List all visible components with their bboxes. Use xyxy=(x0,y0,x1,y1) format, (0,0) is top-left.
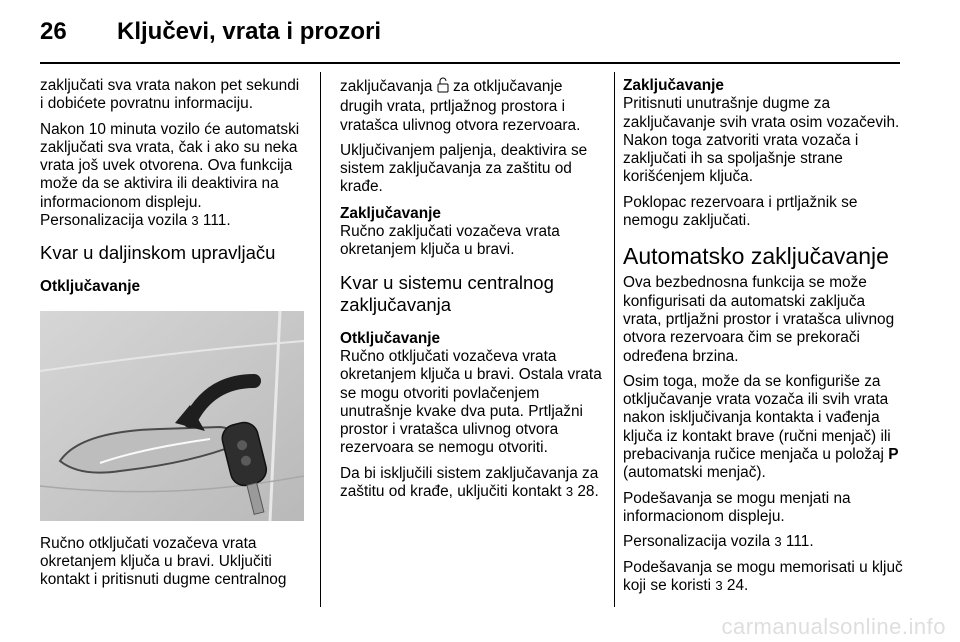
page-ref-icon: 3 xyxy=(774,534,782,550)
column-divider-2 xyxy=(614,72,615,607)
page-title: Ključevi, vrata i prozori xyxy=(117,18,382,45)
paragraph: Da bi isključili sistem zaključavanja za zaštitu od krađe, uključiti kontakt 3 28. xyxy=(340,464,599,501)
column-divider-1 xyxy=(320,72,321,607)
paragraph: Poklopac rezervoara i prtljažnik se nemogu zaključati. xyxy=(623,193,858,230)
paragraph: Ručno zaključati vozačeva vrata okretanjem ključa u bravi. xyxy=(340,223,560,259)
section-heading-auto-lock: Automatsko zaključavanje xyxy=(623,243,889,270)
door-handle-key-illustration xyxy=(40,311,304,521)
paragraph: Ova bezbednosna funkcija se može konfigurisati da automatski zaključa vrata, prtljažni prostor i vratašca ulivnog otvora rezervoara čim se prekorači određena brzina. xyxy=(623,274,895,365)
subheading-unlocking: Otključavanje xyxy=(340,329,441,347)
paragraph: Pritisnuti unutrašnje dugme za zaključavanje svih vrata osim vozačevih. Nakon toga zatvoriti vrata vozača i zaključati ih sa spoljašnje strane korišćenjem ključa. xyxy=(623,95,900,186)
paragraph: Uključivanjem paljenja, deaktivira se sistem zaključavanja za zaštitu od krađe. xyxy=(340,141,588,196)
subheading-locking: Zaključavanje xyxy=(623,77,724,94)
page-number: 26 xyxy=(40,18,67,45)
header-rule xyxy=(40,62,900,64)
paragraph: Podešavanja se mogu memorisati u ključ koji se koristi 3 24. xyxy=(623,558,903,594)
column-3 xyxy=(623,77,903,602)
paragraph: zaključati sva vrata nakon pet sekundi i dobićete povratnu informaciju. xyxy=(40,77,300,113)
section-heading-remote-fault: Kvar u daljinskom upravljaču xyxy=(40,242,276,264)
column-2 xyxy=(340,77,606,508)
paragraph: Podešavanja se mogu menjati na informacionom displeju. xyxy=(623,489,851,525)
column-1 xyxy=(40,77,306,597)
subheading-locking: Zaključavanje xyxy=(340,204,441,222)
paragraph: Ručno otključati vozačeva vrata okretanjem ključa u bravi. Ostala vrata se mogu otvoriti povlačenjem unutrašnje kvake dva puta. Prtljažni prostor i vratašca ulivnog otvora rezervoara se nemogu otvoriti. xyxy=(340,347,602,457)
unlock-icon xyxy=(437,77,449,98)
illustration-caption: Ručno otključati vozačeva vrata okretanjem ključa u bravi. Uključiti kontakt i pritisnuti dugme centralnog xyxy=(40,534,287,589)
watermark: carmanualsonline.info xyxy=(721,614,946,639)
page-ref[interactable]: 24. xyxy=(722,576,749,594)
paragraph: Osim toga, može da se konfiguriše za otključavanje vrata vozača ili svih vrata nakon isključivanja kontakta i vađenja ključa iz kontakt brave (ručni menjač) ili prebacivanja ručice menjača u položaj P (automatski menjač). xyxy=(623,372,899,482)
page-ref[interactable]: 28. xyxy=(573,483,599,501)
page-ref-icon: 3 xyxy=(715,577,723,593)
section-heading-central-lock-fault: Kvar u sistemu centralnog zaključavanja xyxy=(340,271,554,315)
page-ref[interactable]: 111. xyxy=(781,533,814,551)
page-ref-icon: 3 xyxy=(191,213,199,229)
page-ref[interactable]: 111. xyxy=(198,212,231,230)
paragraph: Personalizacija vozila 3 111. xyxy=(623,533,814,551)
subheading-unlocking: Otključavanje xyxy=(40,278,141,296)
paragraph: Nakon 10 minuta vozilo će automatski zaključati sva vrata, čak i ako su neka vrata još uvek otvorena. Ova funkcija može da se aktivira ili deaktivira na informacionom displeju. Personalizacija vozila 3 111. xyxy=(40,120,300,230)
page-ref-icon: 3 xyxy=(565,484,574,500)
paragraph: zaključavanja za otključavanje drugih vrata, prtljažnog prostora i vratašca ulivnog otvora rezervoara. xyxy=(340,78,581,134)
